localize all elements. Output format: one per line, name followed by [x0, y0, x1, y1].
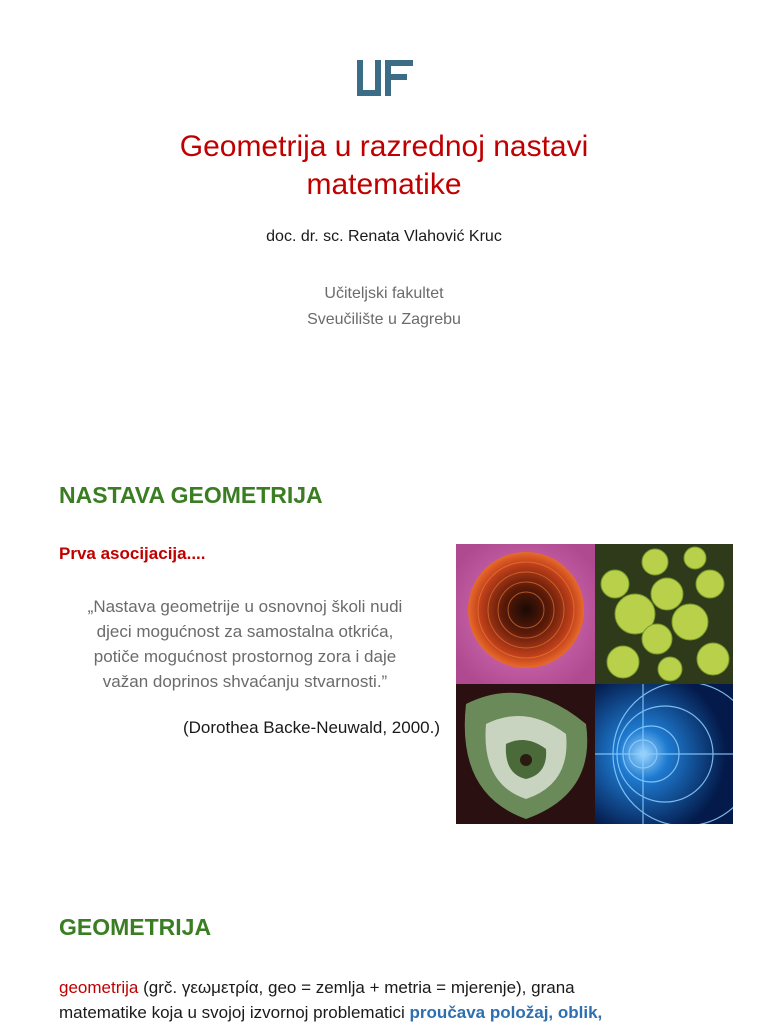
page-title — [0, 128, 768, 204]
definition-text: (grč. γεωμετρία, geo = zemlja + metria = mjerenje), grana — [138, 978, 575, 997]
image-collage — [456, 544, 733, 824]
quote-line: potiče mogućnost prostornog zora i daje — [93, 647, 397, 666]
definition-highlight: proučava položaj, oblik, — [409, 1003, 603, 1022]
quote-line: „Nastava geometrije u osnovnoj školi nudi — [87, 597, 403, 616]
subheading-asocijacija: Prva asocijacija.... — [59, 544, 206, 563]
romanesco-image — [595, 544, 733, 684]
institution — [0, 281, 768, 333]
quote — [50, 594, 440, 694]
uf-logo — [355, 60, 415, 98]
institution-university: Sveučilište u Zagrebu — [307, 311, 461, 328]
definition-paragraph — [59, 975, 719, 1024]
institution-faculty: Učiteljski fakultet — [324, 285, 444, 302]
quote-line: važan doprinos shvaćanju stvarnosti.” — [102, 672, 388, 691]
author-name: doc. dr. sc. Renata Vlahović Kruc — [266, 228, 502, 245]
golden-spiral-image — [595, 684, 733, 824]
title-line-2: matematike — [306, 168, 462, 201]
definition-text-2: matematike koja u svojoj izvornoj problematici — [59, 1003, 410, 1022]
coneflower-image — [456, 544, 595, 684]
term-geometrija: geometrija — [59, 978, 139, 997]
title-line-1: Geometrija u razrednoj nastavi — [179, 130, 589, 163]
quote-citation: (Dorothea Backe-Neuwald, 2000.) — [182, 718, 440, 737]
begonia-leaf-image — [456, 684, 595, 824]
quote-line: djeci mogućnost za samostalna otkrića, — [96, 622, 394, 641]
section-title-geometrija: GEOMETRIJA — [59, 914, 212, 940]
section-title-nastava: NASTAVA GEOMETRIJA — [59, 482, 323, 508]
